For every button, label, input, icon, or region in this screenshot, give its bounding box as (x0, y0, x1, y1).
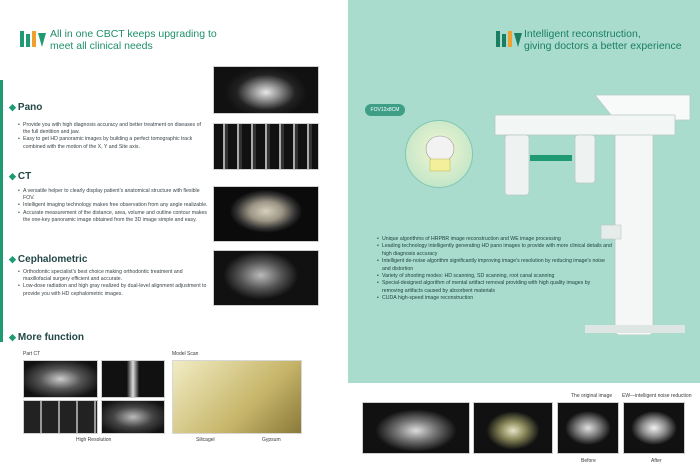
fov-badge: FOV12x8CM (365, 104, 405, 116)
ceph-image (213, 250, 319, 306)
brand-logo-icon-right (496, 31, 522, 47)
part-ct-image-4 (101, 400, 165, 434)
part-ct-image-2 (101, 360, 165, 398)
right-title-line2: giving doctors a better experience (524, 39, 682, 52)
list-item: • Unique algorithms of HRPBR image reconstruction and WE image processing (377, 236, 612, 243)
list-item: • CUDA high-speed image reconstruction (377, 295, 612, 302)
part-ct-label: Part CT (23, 351, 41, 357)
more-heading-text: More function (17, 332, 85, 343)
after-label: After (651, 458, 662, 464)
pano-image (213, 66, 319, 114)
ct-reconstruction-image (473, 402, 553, 454)
ct-heading-text: CT (17, 171, 32, 182)
before-label: Before (581, 458, 596, 464)
diamond-icon: ◆ (9, 102, 16, 112)
list-item: • Special-designed algorithm of mental artifact removal providing with high quality images by removing artifacts caused by absorbent materials (377, 280, 612, 295)
list-item: • Leading technology intelligently generating HD pano images to provide with more clinical details and high diagnosis accuracy (377, 243, 612, 258)
ew-reduction-label: EW—intelligent noise reduction (622, 393, 692, 399)
ceph-heading (9, 254, 87, 265)
left-title-line1: All in one CBCT keeps upgrading to (50, 28, 217, 40)
list-item: • Variety of shooting modes: HD scanning, SD scanning, root canal scanning (377, 273, 612, 280)
left-accent-bar (0, 80, 3, 342)
fov-skull-illustration (405, 120, 473, 188)
list-item: • Accurate measurement of the distance, area, volume and outline contour makes the one-key panoramic image obtained from the 3D image simple and easy. (18, 210, 208, 224)
list-item: • Easy to get HD panoramic images by building a perfect tomographic track combined with the motion of the X, Y and Site axis. (18, 136, 208, 150)
list-item: • A versatile helper to clearly display patient's anatomical structure with flexible FOV. (18, 188, 208, 202)
model-scan-image (172, 360, 302, 434)
diamond-icon: ◆ (9, 254, 16, 264)
list-item: • Provide you with high diagnosis accuracy and better treatment on diseases of the full dentition and jaw. (18, 122, 208, 136)
high-resolution-label: High Resolution (76, 437, 112, 443)
ceph-bullets (18, 269, 208, 298)
pano-heading-text: Pano (17, 102, 43, 113)
ct-heading (9, 171, 31, 182)
right-title (524, 29, 682, 52)
gypsum-label: Gypsum (262, 437, 281, 443)
more-heading (9, 332, 84, 343)
before-image (557, 402, 619, 454)
pano-reconstruction-image (362, 402, 470, 454)
ceph-heading-text: Cephalometric (17, 254, 88, 265)
pano-slices-image (213, 123, 319, 170)
diamond-icon: ◆ (9, 171, 16, 181)
pano-bullets (18, 122, 208, 151)
original-image-label: The original image (571, 393, 613, 399)
silicagel-label: Silicagel (196, 437, 215, 443)
model-scan-label: Model Scan (172, 351, 199, 357)
ct-bullets (18, 188, 208, 224)
list-item: • Intelligent imaging technology makes free observation from any angle realizable. (18, 202, 208, 209)
diamond-icon: ◆ (9, 332, 16, 342)
right-bullets (377, 236, 612, 303)
pano-heading (9, 102, 42, 113)
list-item: • Intelligent de-noise algorithm significantly improving image's resolution by reducing image's noise and distortion (377, 258, 612, 273)
left-title (50, 29, 217, 52)
ct-skull-image (213, 186, 319, 242)
left-title-line2: meet all clinical needs (50, 39, 153, 52)
brand-logo-icon (20, 31, 46, 47)
list-item: • Low-dose radiation and high gray realized by dual-level alignment adjustment to provide you with HD cephalometric images. (18, 283, 208, 297)
part-ct-image-1 (23, 360, 98, 398)
right-title-line1: Intelligent reconstruction, (524, 28, 641, 40)
after-image (623, 402, 685, 454)
list-item: • Orthodontic specialist's best choice making orthodontic treatment and maxillofacial surgery efficient and accurate. (18, 269, 208, 283)
part-ct-image-3 (23, 400, 98, 434)
